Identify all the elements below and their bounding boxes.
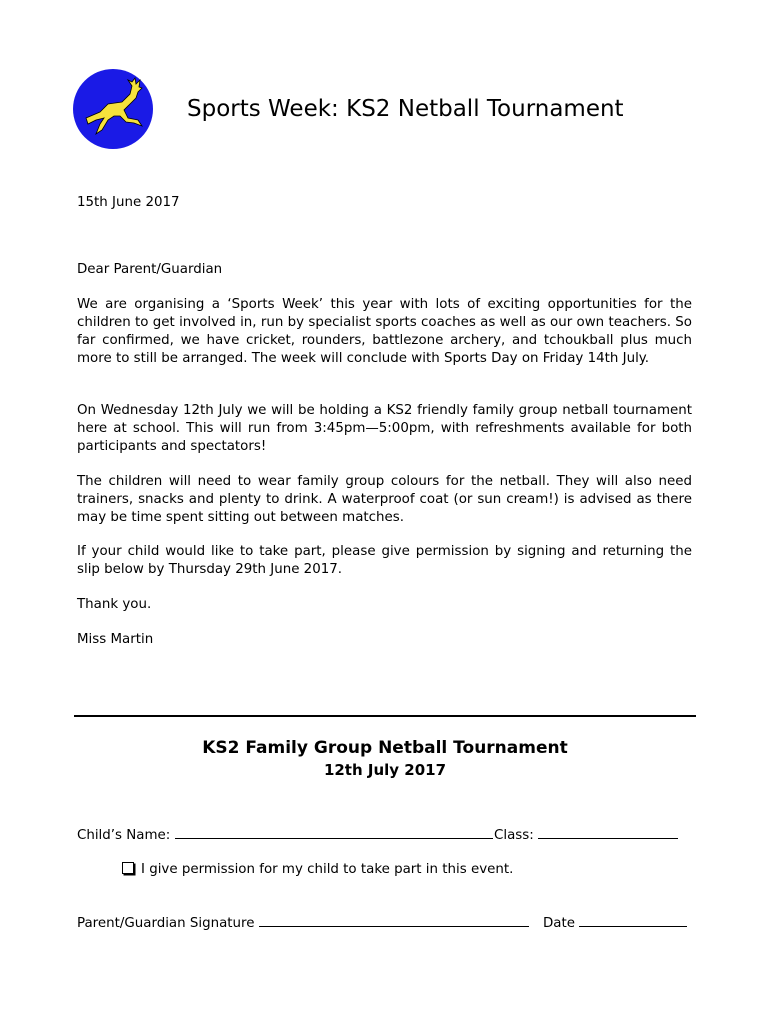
slip-date: 12th July 2017 <box>323 761 447 779</box>
page-title: Sports Week: KS2 Netball Tournament <box>187 96 624 122</box>
permission-text: I give permission for my child to take part in this event. <box>141 862 514 877</box>
child-name-field[interactable] <box>175 826 493 839</box>
letter-signoff: Miss Martin <box>77 632 154 647</box>
letter-paragraph-1: We are organising a ‘Sports Week’ this year with lots of exciting opportunities for the children to get involved in, run by specialist sports coaches as well as our own teachers. So far confirmed, we have cricket, rounders, battlezone archery, and tchoukball plus much more to still be arranged. The week will conclude with Sports Day on Friday 14th July. <box>77 297 692 366</box>
tear-off-divider <box>74 715 696 717</box>
child-name-label: Child’s Name: <box>77 828 171 843</box>
letter-salutation: Dear Parent/Guardian <box>77 262 223 277</box>
class-field[interactable] <box>538 826 678 839</box>
parent-signature-label: Parent/Guardian Signature <box>77 916 255 931</box>
letter-paragraph-2: On Wednesday 12th July we will be holding a KS2 friendly family group netball tournament here at school. This will run from 3:45pm—5:00pm, with refreshments available for both participants and spectators! <box>77 403 692 454</box>
permission-checkbox[interactable] <box>122 862 134 874</box>
class-label: Class: <box>494 828 534 843</box>
permission-row <box>122 861 513 879</box>
letter-paragraph-4: If your child would like to take part, please give permission by signing and returning the slip below by Thursday 29th June 2017. <box>77 544 692 577</box>
parent-signature-field[interactable] <box>259 914 529 927</box>
signature-date-field[interactable] <box>579 914 687 927</box>
child-name-row <box>77 826 493 845</box>
school-crest-logo <box>72 68 154 150</box>
signature-date-label: Date <box>543 916 576 931</box>
slip-title: KS2 Family Group Netball Tournament <box>202 738 568 758</box>
parent-signature-row <box>77 914 529 933</box>
letter-date: 15th June 2017 <box>77 195 180 210</box>
signature-date-row <box>543 914 687 933</box>
class-row <box>494 826 678 845</box>
letter-paragraph-3: The children will need to wear family group colours for the netball. They will also need trainers, snacks and plenty to drink. A waterproof coat (or sun cream!) is advised as there may be time spent sitting out between matches. <box>77 474 692 525</box>
letter-thanks: Thank you. <box>77 597 152 612</box>
